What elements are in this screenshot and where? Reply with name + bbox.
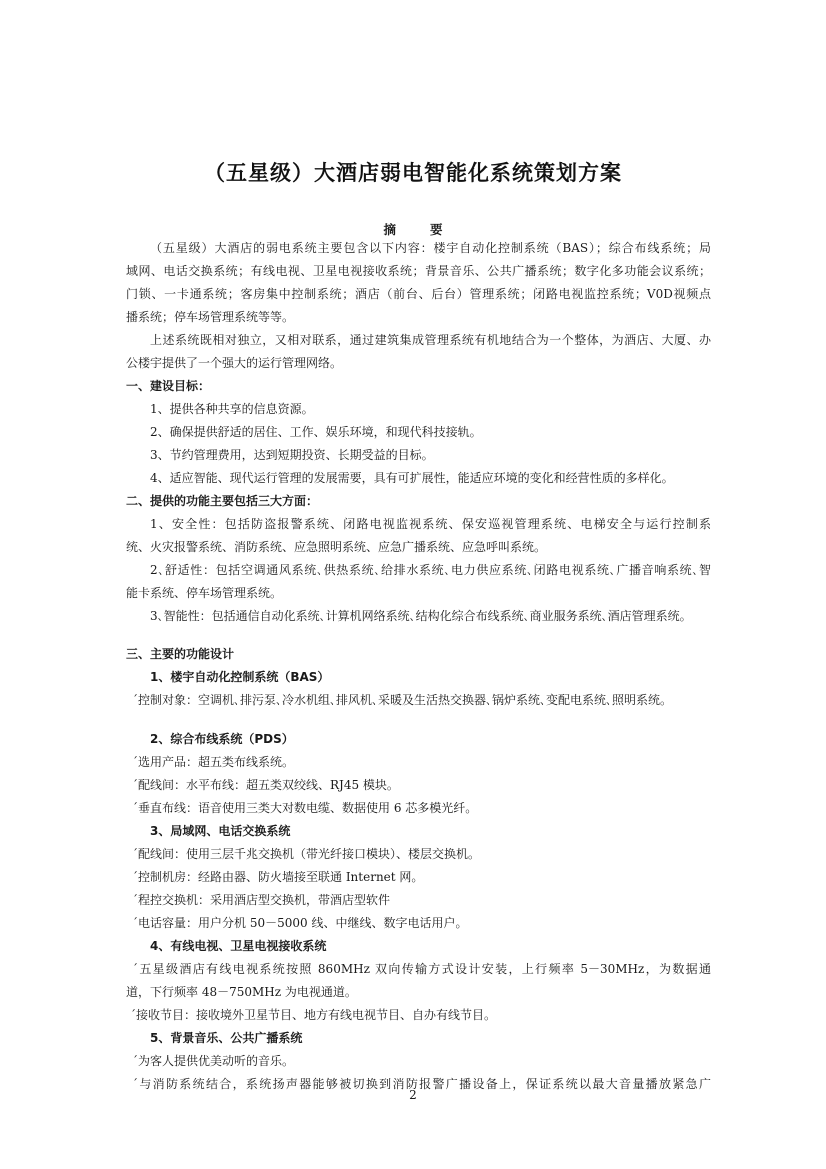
paragraph-line: ´控制机房：经路由器、防火墙接至联通 Internet 网。 xyxy=(132,870,424,884)
paragraph-line: ´程控交换机：采用酒店型交换机，带酒店型软件 xyxy=(132,893,391,907)
intro-line: 域网、电话交换系统；有线电视、卫星电视接收系统；背景音乐、公共广播系统；数字化多功能会议系统； xyxy=(126,264,711,278)
paragraph-line: ´为客人提供优美动听的音乐。 xyxy=(132,1054,295,1068)
paragraph-line: 能卡系统、停车场管理系统。 xyxy=(126,586,283,600)
subsection-heading: 4、有线电视、卫星电视接收系统 xyxy=(150,939,327,953)
section-heading: 三、主要的功能设计 xyxy=(126,647,235,661)
intro-line: 上述系统既相对独立，又相对联系，通过建筑集成管理系统有机地结合为一个整体，为酒店、大厦、办 xyxy=(150,333,711,347)
subsection-heading: 1、楼宇自动化控制系统（BAS） xyxy=(150,670,330,684)
abstract-heading: 摘要 xyxy=(383,222,477,237)
paragraph-line: ´选用产品：超五类布线系统。 xyxy=(132,755,295,769)
paragraph-line: 1、安全性：包括防盗报警系统、闭路电视监视系统、保安巡视管理系统、电梯安全与运行控制系 xyxy=(150,517,711,531)
paragraph-line: 道，下行频率 48－750MHz 为电视通道。 xyxy=(126,985,357,999)
paragraph-line: ´电话容量：用户分机 50－5000 线、中继线、数字电话用户。 xyxy=(132,916,468,930)
subsection-heading: 3、局域网、电话交换系统 xyxy=(150,824,291,838)
paragraph-line: 2､舒适性：包括空调通风系统､供热系统､给排水系统､电力供应系统､闭路电视系统､广播音响系统､智 xyxy=(150,563,711,577)
intro-line: 公楼宇提供了一个强大的运行管理网络。 xyxy=(126,356,343,370)
paragraph-line: ´与消防系统结合，系统扬声器能够被切换到消防报警广播设备上，保证系统以最大音量播放紧急广 xyxy=(132,1077,711,1091)
paragraph-line: ´控制对象：空调机､排污泵､冷水机组､排风机､采暖及生活热交换器､锅炉系统､变配电系统､照明系统。 xyxy=(132,693,673,707)
section-heading: 二、提供的功能主要包括三大方面： xyxy=(126,494,319,508)
paragraph-line: ´垂直布线：语音使用三类大对数电缆、数据使用 6 芯多模光纤。 xyxy=(132,801,478,815)
paragraph-line: 3､智能性：包括通信自动化系统､计算机网络系统､结构化综合布线系统､商业服务系统､酒店管理系统。 xyxy=(150,609,692,623)
subsection-heading: 2、综合布线系统（PDS） xyxy=(150,732,294,746)
subsection-heading: 5、背景音乐、公共广播系统 xyxy=(150,1031,303,1045)
list-item: 1、提供各种共享的信息资源。 xyxy=(150,402,314,416)
document-title: （五星级）大酒店弱电智能化系统策划方案 xyxy=(204,161,622,185)
list-item: 3、节约管理费用，达到短期投资、长期受益的目标。 xyxy=(150,448,434,462)
intro-line: 门锁、一卡通系统；客房集中控制系统；酒店（前台、后台）管理系统；闭路电视监控系统；V0D视频点 xyxy=(126,287,711,301)
list-item: 2、确保提供舒适的居住、工作、娱乐环境，和现代科技接轨。 xyxy=(150,425,482,439)
paragraph-line: ´接收节目：接收境外卫星节目、地方有线电视节目、自办有线节目。 xyxy=(130,1008,497,1022)
paragraph-line: ´五星级酒店有线电视系统按照 860MHz 双向传输方式设计安装，上行频率 5－30MHz，为数据通 xyxy=(132,962,711,976)
paragraph-line: ´配线间：水平布线：超五类双绞线、RJ45 模块。 xyxy=(132,778,399,792)
paragraph-line: 统、火灾报警系统、消防系统、应急照明系统、应急广播系统、应急呼叫系统。 xyxy=(126,540,547,554)
list-item: 4、适应智能、现代运行管理的发展需要，具有可扩展性，能适应环境的变化和经营性质的多样化。 xyxy=(150,471,674,485)
paragraph-line: ´配线间：使用三层千兆交换机（带光纤接口模块）、楼层交换机。 xyxy=(132,847,481,861)
section-heading: 一、建设目标： xyxy=(126,379,211,393)
intro-line: （五星级）大酒店的弱电系统主要包含以下内容：楼宇自动化控制系统（BAS）；综合布线系统；局 xyxy=(150,241,711,255)
page-number: 2 xyxy=(409,1088,417,1102)
intro-line: 播系统；停车场管理系统等等。 xyxy=(126,310,295,324)
